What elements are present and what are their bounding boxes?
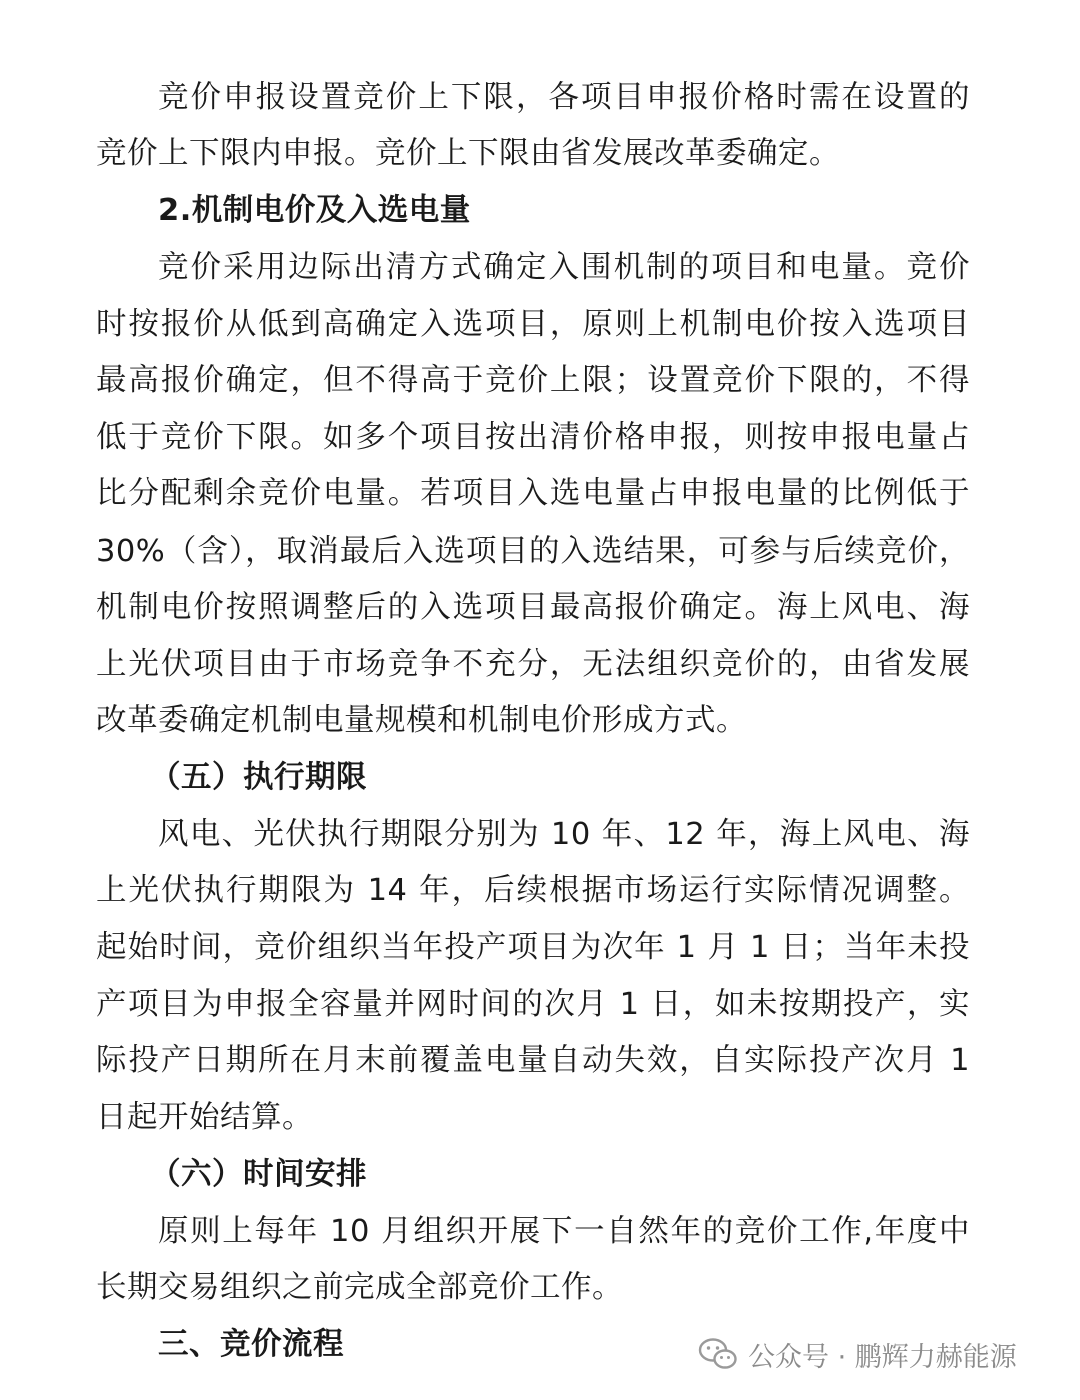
paragraph-line: 上光伏项目由于市场竞争不充分，无法组织竞价的，由省发展 — [96, 647, 970, 682]
paragraph-line: 日起开始结算。 — [96, 1100, 313, 1135]
watermark — [698, 1332, 1017, 1376]
paragraph-line: 竞价申报设置竞价上下限，各项目申报价格时需在设置的 — [158, 80, 970, 115]
wechat-icon — [698, 1337, 738, 1371]
paragraph-line: 风电、光伏执行期限分别为 10 年、12 年，海上风电、海 — [158, 817, 970, 852]
paragraph-line: 上光伏执行期限为 14 年，后续根据市场运行实际情况调整。 — [96, 873, 970, 908]
paragraph-line: 竞价上下限内申报。竞价上下限由省发展改革委确定。 — [96, 136, 840, 171]
paragraph-line: 最高报价确定，但不得高于竞价上限；设置竞价下限的，不得 — [96, 363, 970, 398]
watermark-text: 公众号 · 鹏辉力赫能源 — [748, 1341, 1017, 1373]
section-heading: （五）执行期限 — [150, 760, 367, 795]
paragraph-line: 产项目为申报全容量并网时间的次月 1 日，如未按期投产，实 — [96, 987, 970, 1022]
section-heading: 2.机制电价及入选电量 — [158, 193, 471, 228]
paragraph-line: 原则上每年 10 月组织开展下一自然年的竞价工作,年度中 — [158, 1214, 970, 1249]
paragraph-line: 改革委确定机制电量规模和机制电价形成方式。 — [96, 703, 747, 738]
paragraph-line: 起始时间，竞价组织当年投产项目为次年 1 月 1 日；当年未投 — [96, 930, 970, 965]
paragraph-line: 30%（含），取消最后入选项目的入选结果，可参与后续竞价， — [96, 534, 970, 569]
paragraph-line: 比分配剩余竞价电量。若项目入选电量占申报电量的比例低于 — [96, 476, 970, 511]
paragraph-line: 竞价采用边际出清方式确定入围机制的项目和电量。竞价 — [158, 250, 970, 285]
section-heading: （六）时间安排 — [150, 1157, 367, 1192]
paragraph-line: 长期交易组织之前完成全部竞价工作。 — [96, 1270, 623, 1305]
paragraph-line: 际投产日期所在月末前覆盖电量自动失效，自实际投产次月 1 — [96, 1043, 970, 1078]
paragraph-line: 低于竞价下限。如多个项目按出清价格申报，则按申报电量占 — [96, 420, 970, 455]
paragraph-line: 时按报价从低到高确定入选项目，原则上机制电价按入选项目 — [96, 307, 970, 342]
paragraph-line: 机制电价按照调整后的入选项目最高报价确定。海上风电、海 — [96, 590, 970, 625]
section-heading: 三、竞价流程 — [158, 1327, 344, 1362]
